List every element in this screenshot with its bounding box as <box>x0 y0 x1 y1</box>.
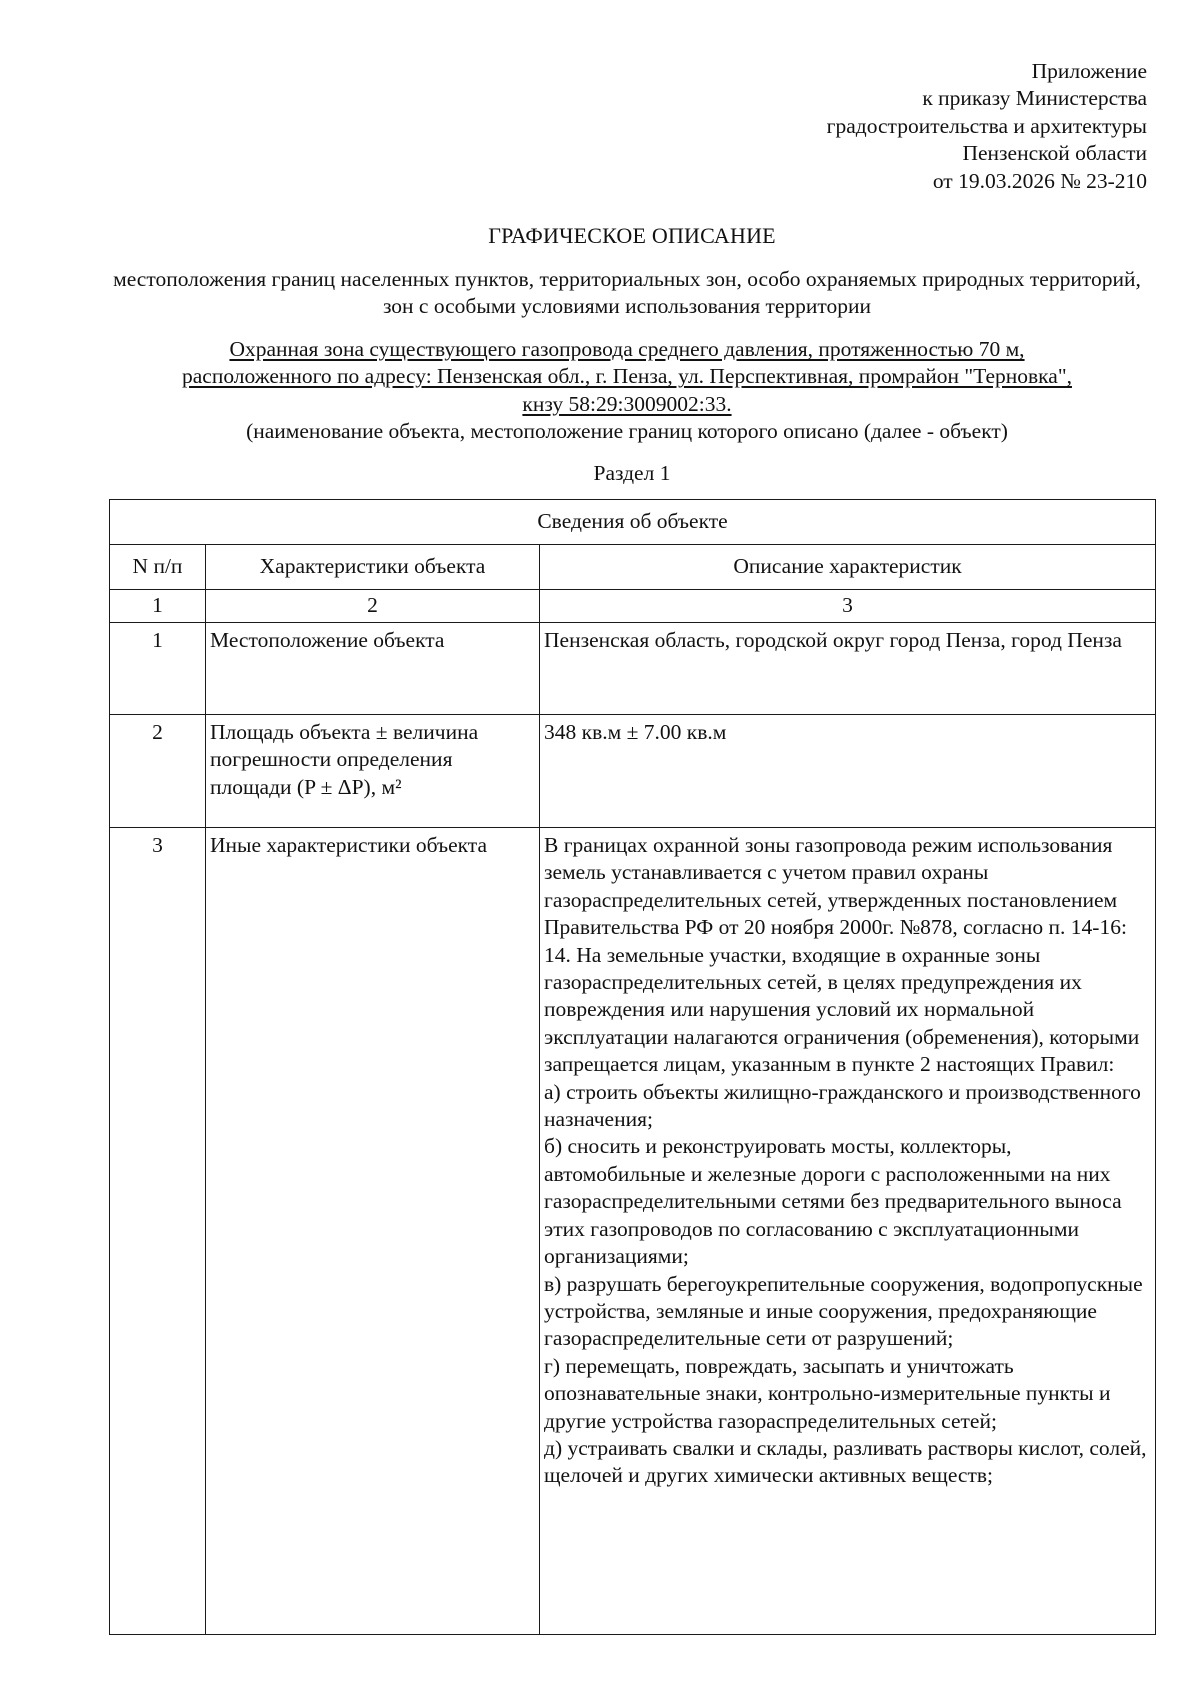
description-paragraph: д) устраивать свалки и склады, разливать растворы кислот, солей, щелочей и других химически активных веществ; <box>544 1435 1147 1488</box>
document-title: ГРАФИЧЕСКОЕ ОПИСАНИЕ <box>488 223 776 248</box>
column-number: 3 <box>540 590 1156 623</box>
column-header: N п/п <box>110 545 206 590</box>
object-info-table <box>109 499 1156 1635</box>
row-characteristic: Местоположение объекта <box>206 623 540 715</box>
approval-line: Пензенской области <box>962 141 1147 166</box>
row-number: 2 <box>110 715 206 828</box>
description-paragraph: а) строить объекты жилищно-гражданского и производственного назначения; <box>544 1079 1141 1132</box>
table-row <box>110 715 1156 828</box>
row-characteristic: Иные характеристики объекта <box>206 828 540 1635</box>
column-number: 2 <box>206 590 540 623</box>
table-row <box>110 828 1156 1635</box>
object-name-line: расположенного по адресу: Пензенская обл., г. Пенза, ул. Перспективная, промрайон "Терновка", <box>182 364 1072 389</box>
description-paragraph: б) сносить и реконструировать мосты, коллекторы, автомобильные и железные дороги с расположенными на них газораспределительными сетями без предварительного выноса этих газопроводов по согласованию с эксплуатационными организациями; <box>544 1134 1122 1269</box>
object-caption: (наименование объекта, местоположение границ которого описано (далее - объект) <box>246 419 1008 443</box>
approval-line: от 19.03.2026 № 23-210 <box>932 168 1147 193</box>
row-number: 1 <box>110 623 206 715</box>
approval-header <box>827 58 1147 195</box>
approval-line: к приказу Министерства <box>922 86 1147 111</box>
column-header: Характеристики объекта <box>206 545 540 590</box>
column-number: 1 <box>110 590 206 623</box>
object-name <box>108 336 1146 418</box>
row-description <box>540 828 1156 1635</box>
section-title: Раздел 1 <box>593 461 671 485</box>
table-title: Сведения об объекте <box>110 500 1156 545</box>
column-header: Описание характеристик <box>540 545 1156 590</box>
row-number: 3 <box>110 828 206 1635</box>
object-name-line: Охранная зона существующего газопровода среднего давления, протяженностью 70 м, <box>229 337 1025 361</box>
description-paragraph: 14. На земельные участки, входящие в охранные зоны газораспределительных сетей, в целях предупреждения их повреждения или нарушения условий их нормальной эксплуатации налагаются ограничения (обременения), которыми запрещается лицам, указанным в пункте 2 настоящих Правил: <box>544 942 1140 1077</box>
row-characteristic: Площадь объекта ± величина погрешности определения площади (P ± ΔP), м² <box>206 715 540 828</box>
description-paragraph: 348 кв.м ± 7.00 кв.м <box>544 720 727 744</box>
description-paragraph: Пензенская область, городской округ город Пенза, город Пенза <box>544 628 1122 652</box>
document-subtitle: местоположения границ населенных пунктов, территориальных зон, особо охраняемых природных территорий, зон с особыми условиями использования территории <box>113 267 1141 319</box>
description-paragraph: г) перемещать, повреждать, засыпать и уничтожать опознавательные знаки, контрольно-измерительные пункты и другие устройства газораспределительных сетей; <box>544 1353 1111 1433</box>
row-description <box>540 623 1156 715</box>
row-description <box>540 715 1156 828</box>
approval-line: Приложение <box>1031 59 1147 83</box>
table-row <box>110 623 1156 715</box>
object-name-line: кнзу 58:29:3009002:33. <box>522 391 732 416</box>
description-paragraph: В границах охранной зоны газопровода режим использования земель устанавливается с учетом правил охраны газораспределительных сетей, утвержденных постановлением Правительства РФ от 20 ноября 2000г. №878, согласно п. 14-16: <box>544 833 1127 940</box>
description-paragraph: в) разрушать берегоукрепительные сооружения, водопропускные устройства, земляные и иные сооружения, предохраняющие газораспределительные сети от разрушений; <box>544 1271 1143 1351</box>
approval-line: градостроительства и архитектуры <box>826 113 1147 138</box>
